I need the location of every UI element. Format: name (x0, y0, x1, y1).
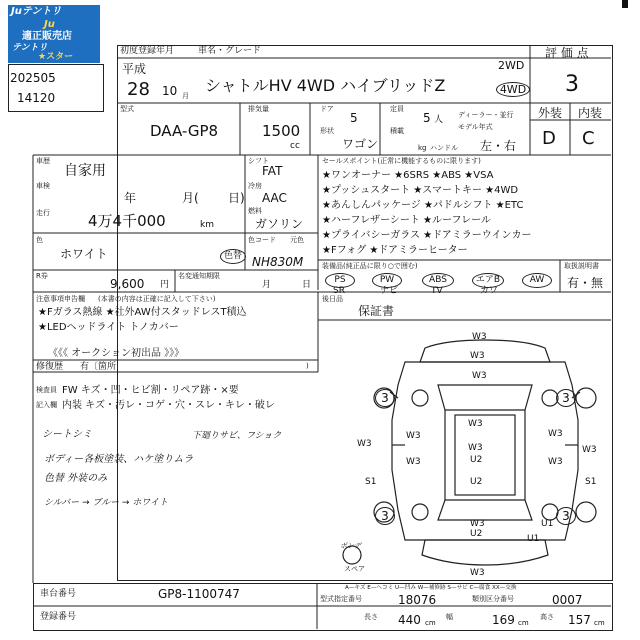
shift-label: シフト (248, 157, 269, 165)
damage-mark: U1 (527, 534, 540, 544)
first-reg-label: 初度登録年月 (120, 46, 175, 56)
car-name: シャトルHV 4WD ハイブリッドZ (205, 76, 446, 95)
damage-mark: U1 (541, 519, 554, 529)
notes-label: 注意事項申告欄 (36, 295, 85, 303)
damage-key: A—キズ E—ヘコミ U—凹み W—補修跡 S—サビ C—腐食 XX—交換 (345, 584, 517, 591)
exterior-grade: D (542, 128, 556, 149)
lot-number-1: 202505 (10, 71, 56, 85)
damage-mark: U2 (470, 477, 483, 487)
capacity: 5 (423, 111, 431, 125)
color-change: 色替 (220, 249, 246, 264)
manual-label: 取扱説明書 (564, 262, 599, 270)
capacity-unit: 人 (434, 115, 444, 125)
damage-mark: S1 (365, 477, 377, 487)
handwritten-body-3: シルバー → ブルー → ホワイト (44, 498, 169, 508)
equip-leather: カワ (480, 286, 499, 296)
fuel-label: 燃料 (248, 207, 262, 215)
logo-tentori: テントリ (12, 43, 48, 53)
lot-number-2: 14120 (17, 91, 56, 105)
record-label: 記入欄 (36, 401, 57, 409)
equip-pw: PW (372, 273, 402, 288)
handwritten-seat: シートシミ (42, 429, 92, 440)
height-label: 高さ (540, 613, 554, 621)
logo-ju: Ju (44, 19, 55, 30)
damage-mark: S1 (585, 477, 597, 487)
model-code: DAA-GP8 (150, 122, 219, 140)
record-items: 内装 キズ・汚レ・コゲ・穴・スレ・キレ・破レ (62, 400, 275, 411)
ac-label: 冷房 (248, 182, 262, 190)
rating-score: 3 (565, 72, 579, 97)
fuel: ガソリン (255, 217, 304, 231)
shift: FAT (262, 164, 283, 178)
damage-mark: W3 (470, 519, 485, 529)
damage-mark: W3 (470, 568, 485, 578)
rust-mark-circle: 3 (375, 507, 395, 525)
rust-mark-circle: 3 (556, 507, 576, 525)
inspection-label: 車検 (36, 182, 50, 190)
air-conditioner: AAC (262, 191, 287, 205)
model-code-number: 18076 (398, 593, 437, 607)
manual: 有・無 (567, 276, 604, 290)
warranty: 保証書 (358, 304, 395, 318)
class-label: 類別区分番号 (472, 595, 514, 603)
tax-deadline-label: 名変通知期限 (178, 272, 220, 280)
sales-point-line: ★プライバシーガラス ★ドアミラーウインカー (322, 230, 532, 241)
dealer-label: ディーラー・並行 (458, 111, 514, 119)
capacity-label: 定員 (390, 105, 404, 113)
drive-4wd: 4WD (496, 82, 530, 97)
length-unit: cm (425, 619, 436, 627)
spare-tire-label: スペア (344, 565, 365, 573)
car-name-label: 車名・グレード (198, 46, 262, 56)
equip-ps: PS (325, 273, 355, 288)
color-code: NH830M (252, 255, 304, 269)
body-shape: ワゴン (342, 137, 379, 151)
reg-year: 28 (127, 79, 150, 100)
shape-label: 形状 (320, 127, 334, 135)
era: 平成 (122, 62, 147, 76)
equipment-label: 装備品(純正品に限り○で囲む) (322, 262, 418, 270)
exterior-label: 外装 (538, 106, 563, 120)
sales-point-line: ★プッシュスタート ★スマートキー ★4WD (322, 185, 519, 196)
load-unit: kg (418, 144, 427, 152)
height: 157 (568, 613, 591, 627)
width-label: 幅 (446, 613, 453, 621)
logo-star: ★スター (38, 52, 74, 62)
height-unit: cm (594, 619, 605, 627)
recycle-label: R券 (36, 272, 48, 280)
inspector-label: 検査員 (36, 386, 57, 394)
door-label: ドア (320, 105, 334, 113)
recycle-fee: 9,600 (110, 277, 145, 291)
chassis-number: GP8-1100747 (158, 587, 240, 601)
damage-mark: W3 (468, 443, 483, 453)
notes-close: ) (306, 362, 309, 370)
inspection-year: 年 (124, 191, 137, 205)
mileage: 4万4千000 (88, 212, 166, 230)
tax-day: 日 (302, 280, 312, 290)
mileage-unit: km (200, 220, 214, 230)
model-year-label: モデル年式 (458, 123, 493, 131)
displacement: 1500 (262, 122, 301, 140)
damage-mark: W3 (357, 439, 372, 449)
damage-mark: W3 (548, 429, 563, 439)
model-label: 型式 (120, 105, 134, 113)
doors: 5 (350, 111, 358, 125)
damage-mark: U2 (470, 529, 483, 539)
chassis-label: 車台番号 (40, 589, 77, 599)
equip-sr: SR (333, 286, 345, 296)
color-code-label: 色コード (248, 236, 276, 244)
registration-label: 登録番号 (40, 612, 77, 622)
sales-points-label: セールスポイント(正常に機能するものに限ります) (322, 157, 481, 165)
disp-label: 排気量 (248, 105, 269, 113)
rust-mark-circle: 3 (556, 389, 576, 407)
color-code-note: 元色 (290, 236, 304, 244)
sales-point-line: ★あんしんパッケージ ★パドルシフト ★ETC (322, 200, 524, 211)
equip-tv: TV (431, 286, 443, 296)
usage-label: 車歴 (36, 157, 50, 165)
drive-2wd: 2WD (498, 59, 525, 72)
mileage-label: 走行 (36, 209, 50, 217)
equip-aw: AW (522, 273, 552, 288)
logo-brand: Juテントリ (11, 6, 62, 17)
length: 440 (398, 613, 421, 627)
handwritten-body-2: 色替 外装のみ (44, 473, 108, 484)
sales-point-line: ★ワンオーナー ★6SRS ★ABS ★VSA (322, 170, 494, 181)
notes-sub: (本書の内容は正確に記入して下さい) (98, 295, 216, 303)
equip-airbag: エアB (472, 273, 504, 288)
logo-store: 適正販売店 (22, 31, 72, 42)
reg-month-unit: 月 (182, 92, 189, 100)
color-label: 色 (36, 236, 43, 244)
equip-abs: ABS (422, 273, 454, 288)
damage-mark: W3 (548, 457, 563, 467)
note-line: ★LEDヘッドライト トノカバー (38, 322, 179, 333)
spare-tire-note: ボンデ (340, 542, 361, 550)
handwritten-under: 下廻りサビ、フショク (192, 431, 282, 441)
tax-month: 月 (262, 280, 272, 290)
handle: 左・右 (480, 139, 517, 153)
rating-label: 評 価 点 (545, 46, 589, 60)
damage-mark: W3 (406, 457, 421, 467)
sales-point-line: ★Fフォグ ★ドアミラーヒーター (322, 245, 468, 256)
damage-mark: W3 (472, 371, 487, 381)
handwritten-body-1: ボディー各板塗装、ハケ塗りムラ (44, 454, 194, 465)
damage-mark: W3 (472, 332, 487, 342)
recycle-unit: 円 (160, 280, 170, 290)
damage-mark: W3 (582, 445, 597, 455)
interior-grade: C (582, 128, 595, 149)
repair-history-label: 修復歴 (36, 362, 64, 372)
damage-mark: W3 (468, 419, 483, 429)
rust-mark-circle: 3 (375, 389, 395, 407)
width: 169 (492, 613, 515, 627)
after-items-label: 後日品 (322, 295, 343, 303)
equip-navi: ナビ (380, 286, 399, 296)
length-label: 長さ (364, 613, 378, 621)
color: ホワイト (60, 247, 108, 261)
repair-history: 有〔箇所 (80, 362, 117, 372)
sales-point-line: ★ハーフレザーシート ★ルーフレール (322, 215, 491, 226)
class-number: 0007 (552, 593, 583, 607)
damage-mark: U2 (470, 455, 483, 465)
inspection-day: 日) (228, 191, 245, 205)
interior-label: 内装 (578, 106, 603, 120)
model-code-label: 型式指定番号 (320, 595, 362, 603)
damage-mark: W3 (470, 351, 485, 361)
inspector-items: FW キズ・凹・ヒビ割・リペア跡・×要 (62, 385, 239, 396)
usage: 自家用 (64, 163, 106, 179)
note-line: ★Fガラス熱線 ★社外AW付スタッドレスT積込 (38, 307, 247, 318)
damage-mark: W3 (406, 431, 421, 441)
disp-unit: cc (290, 141, 300, 151)
handle-label: ハンドル (430, 144, 458, 152)
load-label: 積載 (390, 127, 404, 135)
inspection-month: 月( (182, 191, 199, 205)
reg-month: 10 (162, 84, 178, 98)
note-line: 《《《 オークション初出品 》》》 (48, 348, 185, 359)
width-unit: cm (518, 619, 529, 627)
